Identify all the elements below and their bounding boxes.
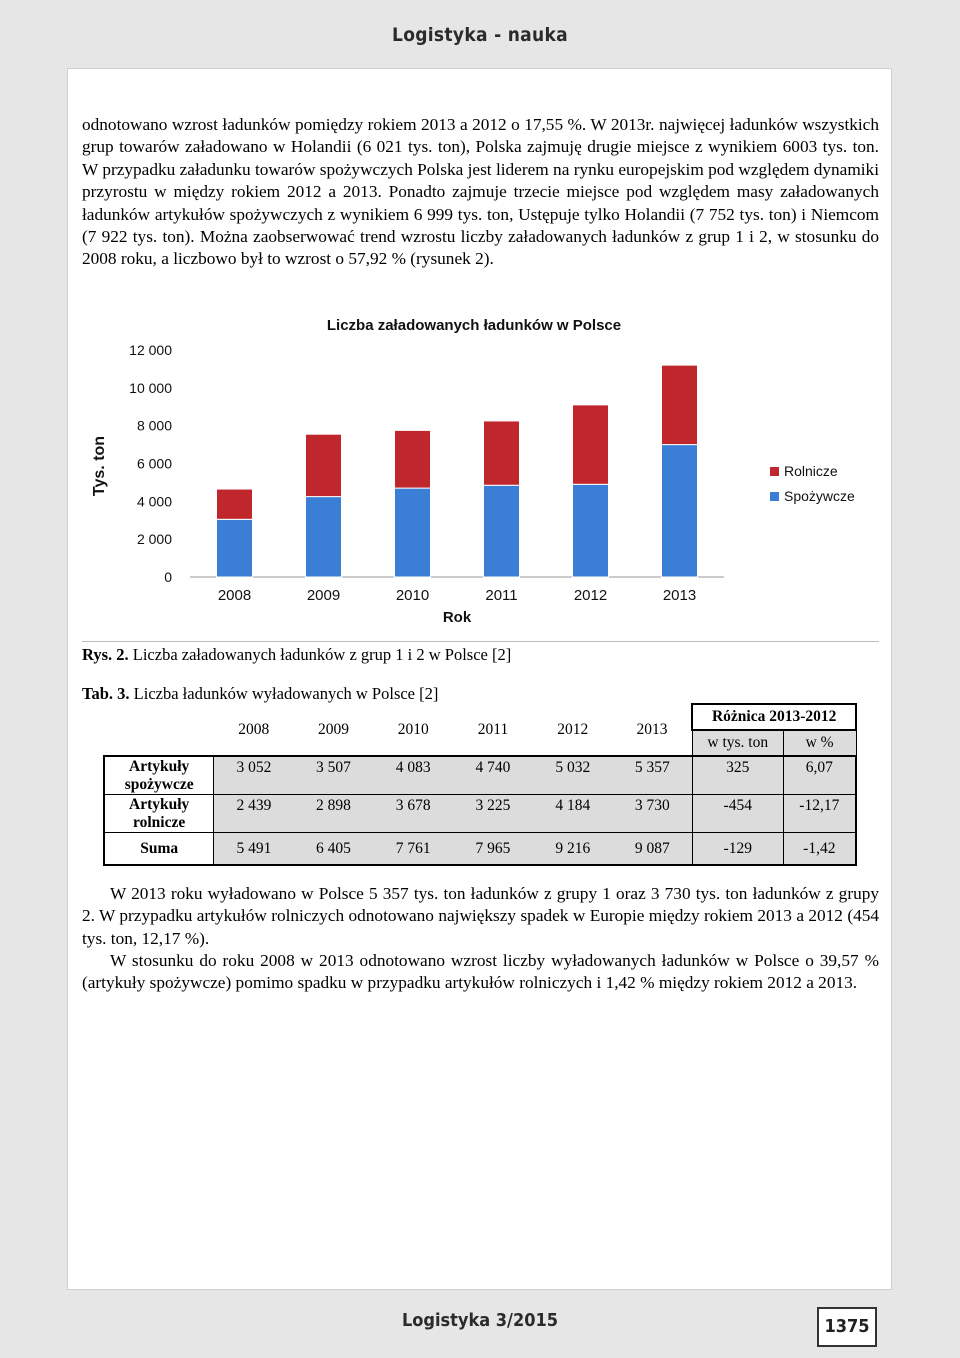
diff-header: Różnica 2013-2012 — [692, 704, 856, 730]
bar-spozywcze-2008 — [217, 519, 253, 577]
x-tick-label: 2013 — [662, 587, 697, 604]
table-cell: 4 083 — [373, 756, 453, 795]
y-tick-label: 2 000 — [136, 531, 172, 548]
bar-rolnicze-2010 — [395, 430, 431, 488]
diff-subheader-tons: w tys. ton — [692, 730, 783, 756]
x-axis-label: Rok — [442, 609, 472, 626]
table-row — [104, 833, 856, 865]
paragraph-unloaded-2013: W 2013 roku wyładowano w Polsce 5 357 tys. ton ładunków z grupy 1 oraz 3 730 tys. ton ładunków z grupy 2. W przypadku artykułów rolniczych odnotowano największy spadek w Europie między rokiem 2013 a 2012 (454 tys. ton, 12,17 %). — [82, 884, 879, 948]
row-label-line: Artykuły — [129, 796, 190, 813]
table-cell: 6 405 — [294, 833, 374, 865]
table-cell: 5 032 — [533, 756, 613, 795]
diff-cell: -129 — [692, 833, 783, 865]
table-cell: 9 087 — [613, 833, 693, 865]
y-tick-label: 8 000 — [136, 417, 172, 434]
row-label — [104, 833, 214, 865]
table-cell: 3 678 — [373, 795, 453, 833]
bar-spozywcze-2009 — [306, 497, 342, 577]
year-header: 2013 — [636, 720, 668, 738]
bar-rolnicze-2011 — [484, 421, 520, 485]
figure-divider — [82, 641, 879, 642]
y-tick-label: 12 000 — [129, 342, 172, 358]
table-cell: 3 730 — [613, 795, 693, 833]
y-tick-label: 0 — [164, 569, 172, 585]
table-caption — [82, 684, 438, 704]
table-cell: 2 439 — [214, 795, 294, 833]
table-cell: 2 898 — [294, 795, 374, 833]
legend-swatch — [770, 492, 779, 501]
data-table — [103, 703, 857, 866]
figure-label: Rys. 2. — [82, 645, 129, 664]
diff-cell: -1,42 — [783, 833, 856, 865]
table-cell: 3 225 — [453, 795, 533, 833]
legend-label: Spożywcze — [784, 488, 855, 504]
diff-cell: -454 — [692, 795, 783, 833]
bar-rolnicze-2012 — [573, 405, 609, 484]
y-axis-label: Tys. ton — [91, 435, 108, 497]
y-tick-label: 4 000 — [136, 493, 172, 510]
figure-caption-text: Liczba załadowanych ładunków z grup 1 i 2 w Polsce [2] — [132, 645, 512, 664]
row-label-line: Suma — [140, 840, 179, 857]
figure-caption — [82, 645, 511, 665]
table-row — [104, 795, 856, 833]
legend-swatch — [770, 467, 779, 476]
table-label: Tab. 3. — [82, 684, 130, 703]
bar-spozywcze-2011 — [484, 485, 520, 577]
table-caption-text: Liczba ładunków wyładowanych w Polsce [2] — [133, 684, 439, 703]
bar-spozywcze-2012 — [573, 484, 609, 577]
table-cell: 5 357 — [613, 756, 693, 795]
page-number: 1375 — [817, 1307, 877, 1347]
row-label-line: rolnicze — [133, 814, 186, 831]
bar-rolnicze-2009 — [306, 434, 342, 496]
paragraph-unloaded-trend: W stosunku do roku 2008 w 2013 odnotowano wzrost liczby wyładowanych ładunków w Polsce o 39,57 % (artykuły spożywcze) pomimo spadku w przypadku artykułów rolniczych i 1,42 % między rokiem 2012 a 2013. — [82, 951, 879, 993]
year-header: 2008 — [238, 720, 270, 738]
diff-cell: 325 — [692, 756, 783, 795]
bar-spozywcze-2013 — [662, 445, 698, 577]
y-tick-label: 6 000 — [136, 455, 172, 472]
diff-subheader-percent: w % — [783, 730, 856, 756]
bar-rolnicze-2013 — [662, 365, 698, 444]
year-header: 2011 — [477, 720, 509, 738]
running-footer: Logistyka 3/2015 — [401, 1310, 559, 1331]
x-tick-label: 2012 — [573, 587, 608, 604]
row-label — [104, 795, 214, 833]
row-label-line: spożywcze — [124, 776, 194, 793]
bar-spozywcze-2010 — [395, 488, 431, 577]
year-header: 2012 — [557, 720, 589, 738]
table-cell: 4 184 — [533, 795, 613, 833]
running-header: Logistyka - nauka — [392, 24, 568, 46]
x-tick-label: 2010 — [395, 587, 430, 604]
table-cell: 4 740 — [453, 756, 533, 795]
bar-rolnicze-2008 — [217, 489, 253, 519]
diff-cell: -12,17 — [783, 795, 856, 833]
row-label — [104, 756, 214, 795]
x-tick-label: 2011 — [485, 587, 518, 604]
figure-chart — [82, 308, 879, 638]
chart-title: Liczba załadowanych ładunków w Polsce — [326, 317, 622, 334]
x-tick-label: 2008 — [217, 587, 252, 604]
year-header: 2010 — [397, 720, 429, 738]
legend-label: Rolnicze — [784, 463, 838, 479]
diff-cell: 6,07 — [783, 756, 856, 795]
stacked-bar-chart — [82, 308, 879, 638]
table-cell: 9 216 — [533, 833, 613, 865]
row-label-line: Artykuły — [129, 758, 190, 775]
table-cell: 7 965 — [453, 833, 533, 865]
table-cell: 3 507 — [294, 756, 374, 795]
year-header: 2009 — [317, 720, 349, 738]
paragraph-intro: odnotowano wzrost ładunków pomiędzy rokiem 2013 a 2012 o 17,55 %. W 2013r. najwięcej ładunków wszystkich grup towarów załadowano w Holandii (6 021 tys. ton), Polska zajmuję drugie miejsce z wynikiem 6003 tys. ton. W przypadku załadunku towarów spożywczych Polska jest liderem na rynku europejskim pod względem dynamiki przyrostu w między rokiem 2012 a 2013. Ponadto zajmuje trzecie miejsce pod względem masy załadowanych ładunków artykułów spożywczych z wynikiem 6 999 tys. ton, Ustępuje tylko Holandii (7 752 tys. ton) i Niemcom (7 922 tys. ton). Można zaobserwować trend wzrostu liczby załadowanych ładunków z grup 1 i 2, w stosunku do 2008 roku, a liczbowo był to wzrost o 57,92 % (rysunek 2). — [82, 115, 879, 269]
x-tick-label: 2009 — [306, 587, 341, 604]
y-tick-label: 10 000 — [129, 379, 172, 396]
table-cell: 3 052 — [214, 756, 294, 795]
table-cell: 7 761 — [373, 833, 453, 865]
table-row — [104, 756, 856, 795]
table-corner — [104, 704, 214, 756]
table-cell: 5 491 — [214, 833, 294, 865]
